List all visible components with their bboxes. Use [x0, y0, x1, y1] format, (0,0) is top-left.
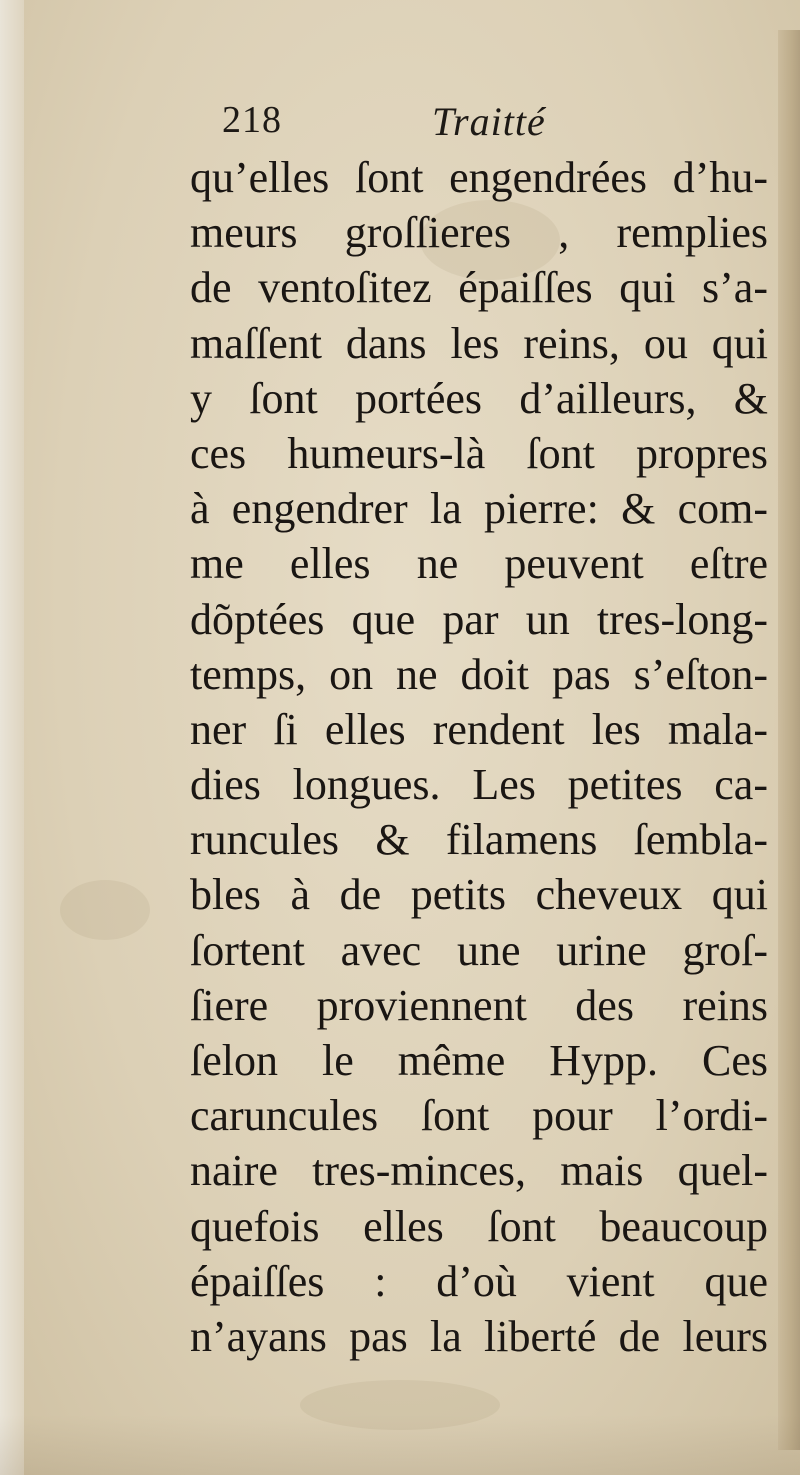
text-line: ſiere proviennent des reins [190, 980, 768, 1030]
text-line: runcules & filamens ſembla- [190, 815, 768, 865]
text-line: de ventoſitez épaiſſes qui s’a- [190, 263, 768, 313]
text-line: dõptées que par un tres-long- [190, 594, 768, 644]
text-line: n’ayans pas la liberté de leurs [190, 1311, 768, 1361]
text-line: ſortent avec une urine groſ- [190, 925, 768, 975]
paper-stain [60, 880, 150, 940]
page-left-margin [0, 0, 24, 1475]
page-number: 218 [222, 99, 282, 141]
text-line: bles à de petits cheveux qui [190, 870, 768, 920]
text-line: ner ſi elles rendent les mala- [190, 704, 768, 754]
text-line: à engendrer la pierre: & com- [190, 484, 768, 534]
text-line: maſſent dans les reins, ou qui [190, 318, 768, 368]
text-line: y ſont portées d’ailleurs, & [190, 373, 768, 423]
text-line: me elles ne peuvent eſtre [190, 539, 768, 589]
text-line: caruncules ſont pour l’ordi- [190, 1091, 768, 1141]
text-line: ces humeurs-là ſont propres [190, 428, 768, 478]
paper-stain [300, 1380, 500, 1430]
body-text [190, 150, 768, 1364]
text-line: dies longues. Les petites ca- [190, 760, 768, 810]
text-line: épaiſſes : d’où vient que [190, 1256, 768, 1306]
page-gutter-shadow [778, 30, 800, 1450]
text-line: naire tres-minces, mais quel- [190, 1146, 768, 1196]
text-line: meurs groſſieres , remplies [190, 208, 768, 258]
running-title: Traitté [432, 99, 546, 144]
text-line: ſelon le même Hypp. Ces [190, 1036, 768, 1085]
page-header [222, 98, 762, 154]
text-line: quefois elles ſont beaucoup [190, 1201, 768, 1251]
text-line: qu’elles ſont engendrées d’hu- [190, 153, 768, 202]
text-line: temps, on ne doit pas s’eſton- [190, 649, 768, 699]
